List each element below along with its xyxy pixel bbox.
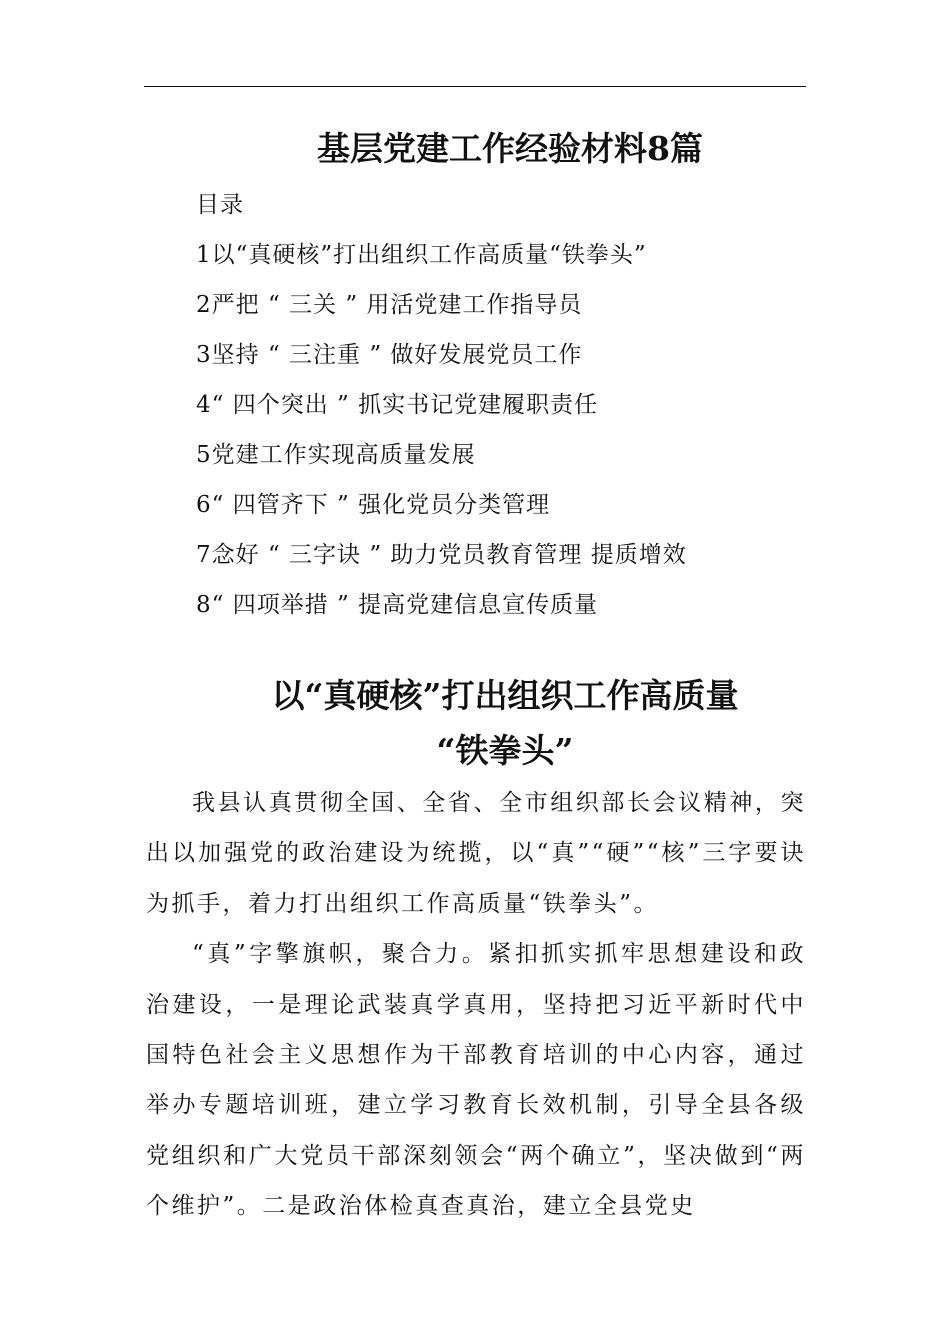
section-title-line: “铁拳头” bbox=[436, 731, 574, 770]
body-paragraph: 我县认真贯彻全国、全省、全市组织部长会议精神，突出以加强党的政治建设为统揽，以“真”“硬”“核”三字要诀为抓手，着力打出组织工作高质量“铁拳头”。 bbox=[146, 790, 806, 917]
toc-item[interactable]: 5党建工作实现高质量发展 bbox=[196, 442, 476, 468]
toc-item[interactable]: 8“ 四项举措 ” 提高党建信息宣传质量 bbox=[196, 592, 599, 618]
table-of-contents bbox=[196, 180, 816, 630]
section-title bbox=[144, 668, 806, 778]
toc-item[interactable]: 4“ 四个突出 ” 抓实书记党建履职责任 bbox=[196, 392, 599, 418]
document-title: 基层党建工作经验材料8篇 bbox=[317, 129, 703, 168]
body-paragraph: “真”字擎旗帜，聚合力。紧扣抓实抓牢思想建设和政治建设，一是理论武装真学真用，坚持把习近平新时代中国特色社会主义思想作为干部教育培训的中心内容，通过举办专题培训班，建立学习教育长效机制，引导全县各级党组织和广大党员干部深刻领会“两个确立”，坚决做到“两个维护”。二是政治体检真查真治，建立全县党史 bbox=[146, 941, 806, 1220]
toc-item[interactable]: 1以“真硬核”打出组织工作高质量“铁拳头” bbox=[196, 242, 647, 268]
section-title-line: 以“真硬核”打出组织工作高质量 bbox=[271, 676, 739, 715]
toc-item[interactable]: 7念好 “ 三字诀 ” 助力党员教育管理 提质增效 bbox=[196, 542, 687, 568]
toc-heading: 目录 bbox=[196, 192, 244, 218]
section-body bbox=[146, 778, 806, 1232]
header-rule bbox=[144, 86, 806, 87]
toc-item[interactable]: 3坚持 “ 三注重 ” 做好发展党员工作 bbox=[196, 342, 583, 368]
toc-item[interactable]: 6“ 四管齐下 ” 强化党员分类管理 bbox=[196, 492, 551, 518]
toc-item[interactable]: 2严把 “ 三关 ” 用活党建工作指导员 bbox=[196, 292, 583, 318]
